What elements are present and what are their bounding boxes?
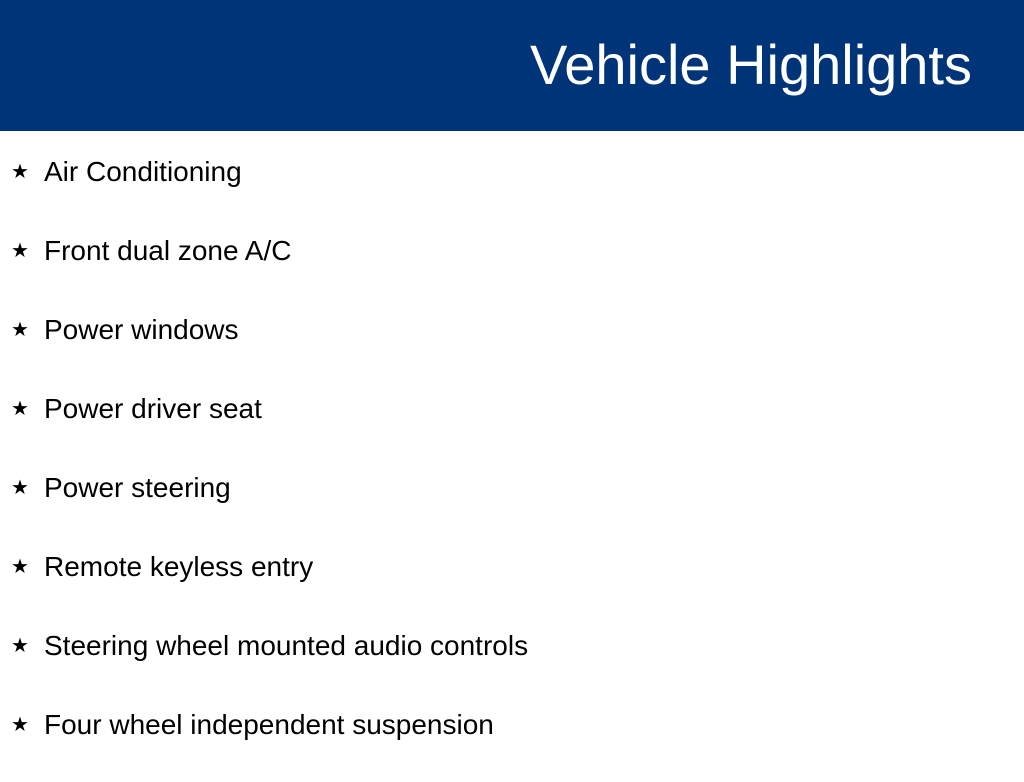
star-icon: ★ (11, 319, 29, 341)
list-item (0, 308, 528, 387)
star-icon: ★ (11, 477, 29, 499)
list-item (0, 466, 528, 545)
star-icon: ★ (11, 714, 29, 736)
star-icon: ★ (11, 240, 29, 262)
list-item (0, 545, 528, 624)
highlights-list (0, 150, 528, 782)
star-icon: ★ (11, 556, 29, 578)
list-item (0, 229, 528, 308)
star-icon: ★ (11, 398, 29, 420)
list-item (0, 624, 528, 703)
list-item (0, 703, 528, 782)
star-icon: ★ (11, 161, 29, 183)
highlight-label: Power driver seat (44, 393, 262, 424)
list-item (0, 387, 528, 466)
highlight-label: Steering wheel mounted audio controls (44, 630, 529, 661)
highlight-label: Four wheel independent suspension (44, 709, 494, 740)
star-icon: ★ (11, 635, 29, 657)
highlight-label: Remote keyless entry (44, 551, 314, 582)
list-item (0, 150, 528, 229)
header-banner (0, 0, 1024, 131)
page-title: Vehicle Highlights (529, 33, 972, 96)
highlight-label: Power windows (44, 314, 239, 345)
highlight-label: Front dual zone A/C (44, 235, 292, 266)
highlight-label: Air Conditioning (44, 156, 242, 187)
highlight-label: Power steering (44, 472, 231, 503)
